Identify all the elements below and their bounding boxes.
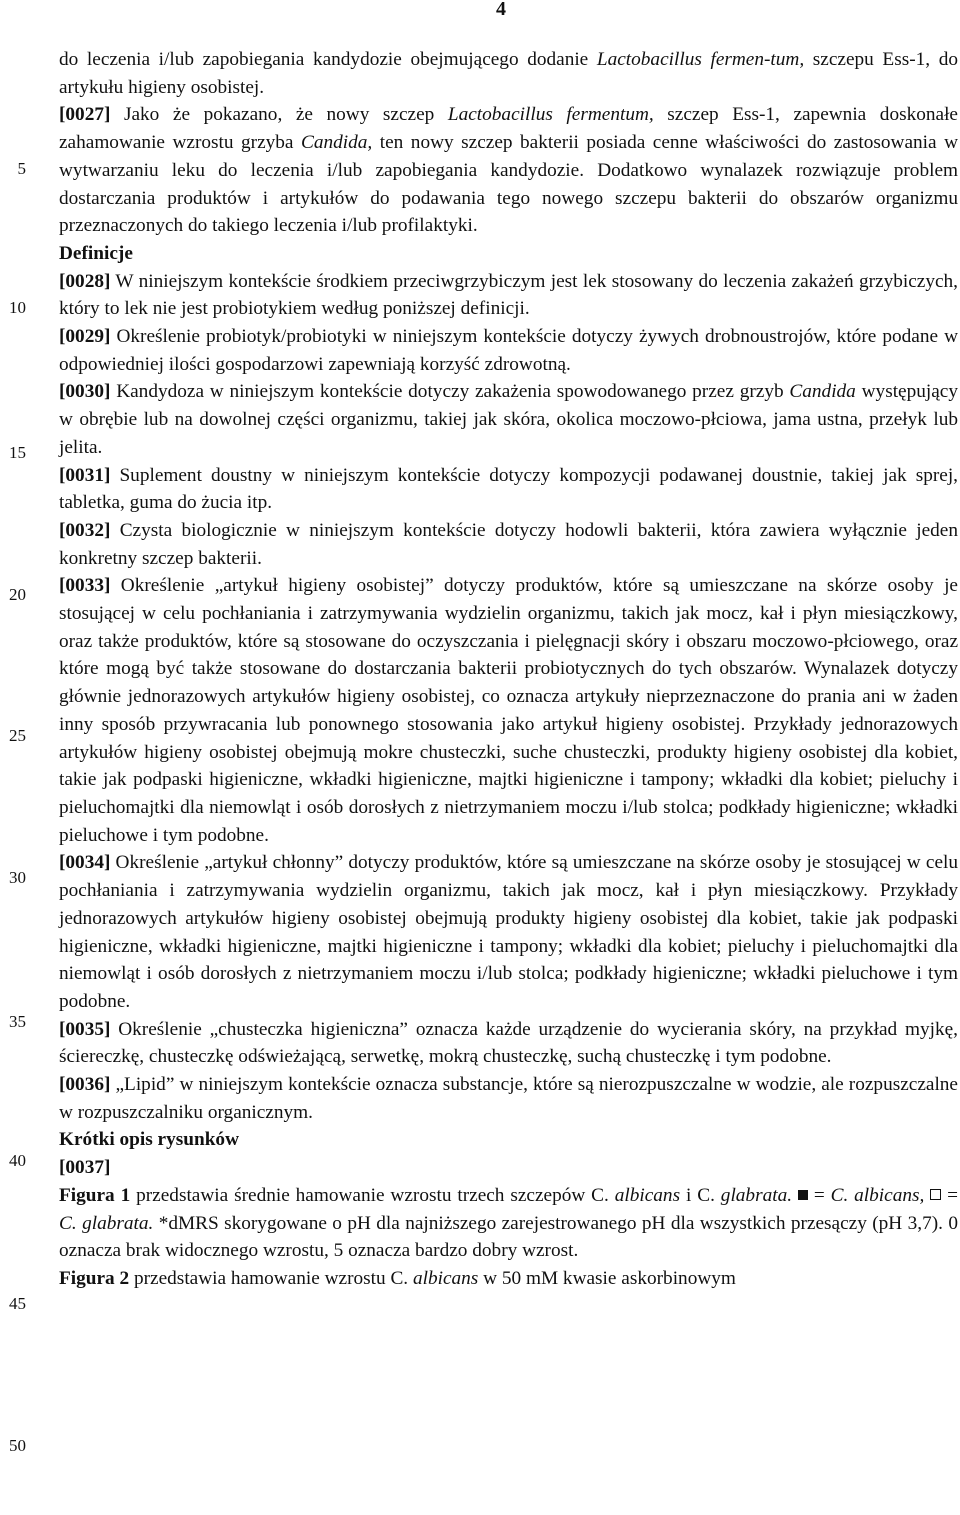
paragraph-0029: [0029] Określenie probiotyk/probiotyki w niniejszym kontekście dotyczy żywych drobnoustrojów, które podane w odpowiedniej ilości gospodarzowi zapewniają korzyść zdrowotną. [59, 326, 958, 375]
line-number: 15 [9, 443, 26, 462]
figure-2-description: Figura 2 przedstawia hamowanie wzrostu C. albicans w 50 mM kwasie askorbinowym [59, 1267, 736, 1289]
line-number: 45 [9, 1294, 26, 1313]
line-number: 25 [9, 726, 26, 745]
page-number: 4 [496, 0, 506, 20]
line-number: 50 [9, 1436, 26, 1455]
paragraph-0035: [0035] Określenie „chusteczka higieniczna” oznacza każde urządzenie do wycierania skóry, na przykład myjkę, ściereczkę, chusteczkę odświeżającą, serwetkę, mokrą chusteczkę, suchą chusteczkę i tym podobne. [59, 1018, 958, 1068]
paragraph-0037-tag: [0037] [59, 1157, 111, 1179]
intro-paragraph: do leczenia i/lub zapobiegania kandydozie obejmującego dodanie Lactobacillus fermen-tum, szczepu Ess-1, do artykułu higieny osobistej. [59, 49, 958, 98]
filled-square-icon [798, 1190, 808, 1200]
paragraph-0027: [0027] Jako że pokazano, że nowy szczep Lactobacillus fermentum, szczep Ess-1, zapewnia doskonałe zahamowanie wzrostu grzyba Candida, ten nowy szczep bakterii posiada cenne właściwości do zastosowania w wytwarzaniu leku do leczenia i/lub zapobiegania kandydozie. Dodatkowo wynalazek rozwiązuje problem dostarczania produktów i artykułów do podawania tego nowego szczepu bakterii do obszarów organizmu przeznaczonych do takiego leczenia i/lub profilaktyki. [59, 104, 958, 237]
figures-heading: Krótki opis rysunków [59, 1129, 239, 1151]
figure-1-description: Figura 1 przedstawia średnie hamowanie wzrostu trzech szczepów C. albicans i C. glabrata. = C. albicans, = C. glabrata. *dMRS skorygowane o pH dla najniższego zarejestrowanego pH dla wszystkich przesączy (pH 3,7). 0 oznacza brak widocznego wzrostu, 5 oznacza bardzo dobry wzrost. [59, 1184, 958, 1262]
paragraph-0033: [0033] Określenie „artykuł higieny osobistej” dotyczy produktów, które są umieszczane na skórze osoby je stosującej w celu pochłaniania i zatrzymywania wydzielin organizmu, takich jak mocz, kał i płyn miesiączkowy, oraz także produktów, które są stosowane do oczyszczania i pielęgnacji skóry i obszaru moczowo-płciowego, oraz które mogą być także stosowane do dostarczania bakterii probiotycznych do tych obszarów. Wynalazek dotyczy głównie jednorazowych artykułów higieny osobistej, co oznacza artykuły nieprzeznaczone do prania ani w żaden inny sposób przywracania lub ponownego stosowania jako artykuł higieny osobistej. Przykłady jednorazowych artykułów higieny osobistej obejmują mokre chusteczki, suche chusteczki, produkty higieny osobistej dla kobiet, takie jak podpaski higieniczne, wkładki higieniczne, majtki higieniczne i tampony; wkładki dla kobiet; pieluchy i pieluchomajtki dla niemowląt i osób dorosłych z nietrzymaniem moczu i/lub stolca; podkłady higieniczne; wkładki pieluchowe i tym podobne. [59, 575, 958, 846]
line-number: 20 [9, 585, 26, 604]
line-number: 5 [17, 159, 26, 178]
empty-square-icon [930, 1189, 941, 1200]
paragraph-0030: [0030] Kandydoza w niniejszym kontekście dotyczy zakażenia spowodowanego przez grzyb Candida występujący w obrębie lub na dowolnej części organizmu, takiej jak skóra, okolica moczowo-płciowa, jama ustna, przełyk lub jelita. [59, 381, 959, 458]
paragraph-0028: [0028] W niniejszym kontekście środkiem przeciwgrzybiczym jest lek stosowany do leczenia zakażeń grzybiczych, który to lek nie jest probiotykiem według poniższej definicji. [59, 270, 958, 320]
paragraph-0032: [0032] Czysta biologicznie w niniejszym kontekście dotyczy hodowli bakterii, która zawiera wyłącznie jeden konkretny szczep bakterii. [59, 519, 958, 569]
line-number: 35 [9, 1012, 26, 1031]
paragraph-0034: [0034] Określenie „artykuł chłonny” dotyczy produktów, które są umieszczane na skórze osoby je stosującej w celu pochłaniania i zatrzymywania wydzielin organizmu, takich jak mocz, kał i płyn miesiączkowy. Przykłady jednorazowych artykułów higieny osobistej obejmują produkty higieny osobistej dla kobiet, takie jak podpaski higieniczne, wkładki higieniczne, majtki higieniczne i tampony; wkładki dla kobiet; pieluchy i pieluchomajtki dla niemowląt i osób dorosłych z nietrzymaniem moczu i/lub stolca; podkłady higieniczne; wkładki pieluchowe i tym podobne. [59, 852, 958, 1012]
paragraph-0036: [0036] „Lipid” w niniejszym kontekście oznacza substancje, które są nierozpuszczalne w wodzie, ale rozpuszczalne w rozpuszczalniku organicznym. [59, 1074, 958, 1123]
paragraph-0031: [0031] Suplement doustny w niniejszym kontekście dotyczy kompozycji podawanej doustnie, takiej jak sprej, tabletka, guma do żucia itp. [59, 464, 958, 514]
line-number: 30 [9, 868, 26, 887]
document-body [59, 46, 958, 1293]
line-number: 40 [9, 1151, 26, 1170]
line-number: 10 [9, 298, 26, 317]
definitions-heading: Definicje [59, 242, 133, 264]
